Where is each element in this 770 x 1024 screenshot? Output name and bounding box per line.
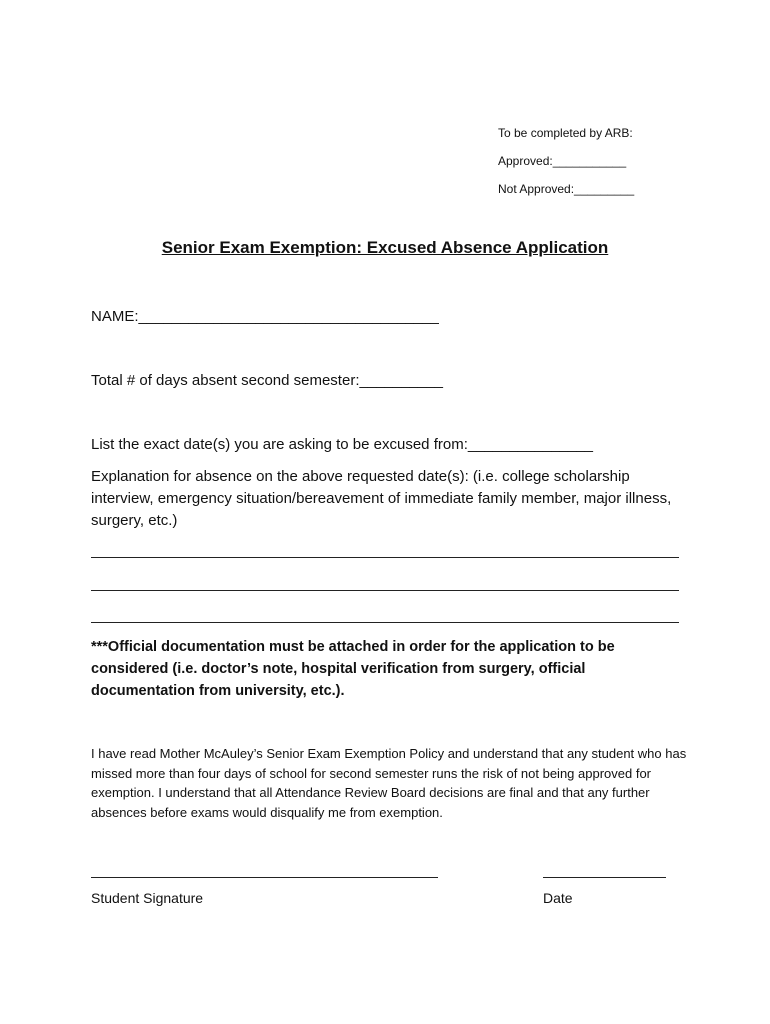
arb-not-approved-field[interactable]: Not Approved:_________ bbox=[498, 182, 635, 196]
dates-field[interactable]: List the exact date(s) you are asking to be excused from:_______________ bbox=[91, 436, 593, 453]
name-field[interactable]: NAME:____________________________________ bbox=[91, 308, 439, 325]
documentation-note: ***Official documentation must be attached in order for the application to be considered (i.e. doctor’s note, hospital verification from surgery, official documentation from university, etc.). bbox=[91, 639, 615, 699]
page-title: Senior Exam Exemption: Excused Absence Application bbox=[161, 238, 609, 257]
student-signature-line[interactable] bbox=[91, 877, 438, 878]
arb-heading: To be completed by ARB: bbox=[498, 126, 633, 140]
policy-statement: I have read Mother McAuley’s Senior Exam Exemption Policy and understand that any student who has missed more than four days of school for second semester runs the risk of not being approved for exemption. I understand that all Attendance Review Board decisions are final and that any further absences before exams would disqualify me from exemption. bbox=[91, 746, 687, 820]
explanation-line-1[interactable] bbox=[91, 557, 679, 558]
explanation-line-3[interactable] bbox=[91, 622, 679, 623]
days-absent-field[interactable]: Total # of days absent second semester:__________ bbox=[91, 372, 443, 389]
date-label: Date bbox=[543, 890, 573, 906]
explanation-prompt: Explanation for absence on the above requested date(s): (i.e. college scholarship interview, emergency situation/bereavement of immediate family member, major illness, surgery, etc.) bbox=[91, 468, 672, 529]
student-signature-label: Student Signature bbox=[91, 890, 204, 906]
date-line[interactable] bbox=[543, 877, 666, 878]
explanation-line-2[interactable] bbox=[91, 590, 679, 591]
arb-approved-field[interactable]: Approved:___________ bbox=[498, 154, 627, 168]
